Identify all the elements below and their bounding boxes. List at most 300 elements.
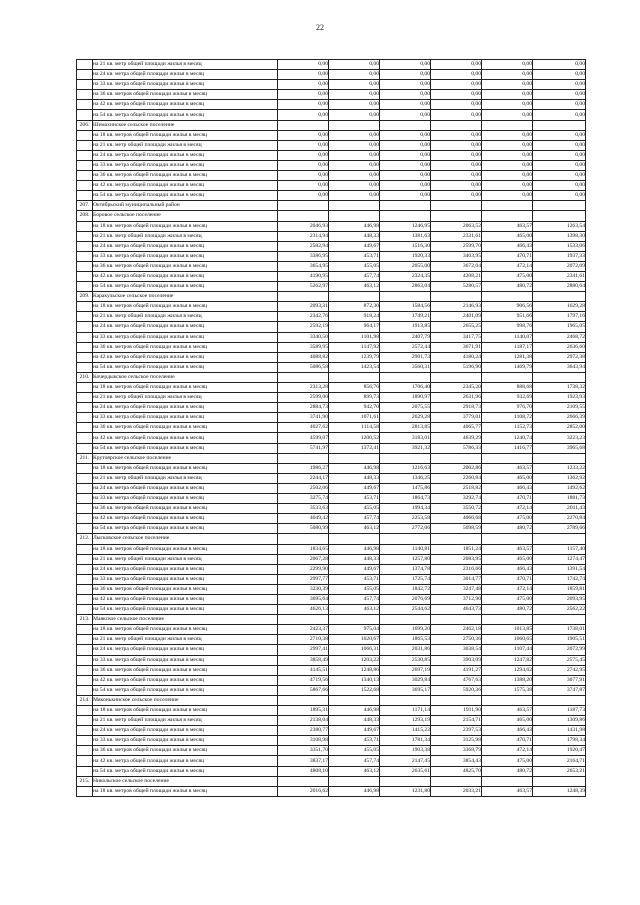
value-cell: 0,00 [431,130,482,140]
row-number [77,181,93,191]
row-number [77,544,93,554]
value-cell: 0,00 [533,181,586,191]
value-cell: 463,57 [482,463,533,473]
value-cell: 0,00 [380,110,431,120]
table-row [77,564,586,574]
value-cell: 1398,30 [533,231,586,241]
row-number [77,584,93,594]
row-number [77,90,93,100]
value-cell: 2697,19 [380,665,431,675]
norm-label: на 36 кв. метров общей площади жилья в месяц [93,423,278,433]
value-cell [278,120,329,130]
value-cell: 0,00 [329,191,380,201]
row-number [77,665,93,675]
value-cell: 1239,79 [329,352,380,362]
value-cell: 446,98 [329,221,380,231]
value-cell: 448,33 [329,231,380,241]
norm-label: на 18 кв. метров общей площади жилья в месяц [93,625,278,635]
row-number: 209. [77,292,93,302]
value-cell: 457,74 [329,594,380,604]
value-cell: 4767,63 [431,675,482,685]
value-cell: 3779,01 [431,413,482,423]
value-cell: 1522,68 [329,685,380,695]
value-cell: 2562,22 [533,605,586,615]
value-cell: 3837,17 [278,756,329,766]
value-cell: 2863,04 [380,282,431,292]
table-row [77,100,586,110]
norm-label: на 21 кв. метр общей площади жилья в месяц [93,473,278,483]
value-cell: 2407,79 [380,332,431,342]
value-cell: 1066,31 [329,645,380,655]
value-cell [482,776,533,786]
value-cell [278,776,329,786]
table-body [77,60,586,797]
row-number [77,251,93,261]
value-cell: 1738,32 [533,383,586,393]
table-row [77,594,586,604]
value-cell: 2046,93 [278,221,329,231]
norm-label: на 33 кв. метра общей площади жилья в месяц [93,574,278,584]
value-cell: 5196,90 [431,362,482,372]
value-cell: 0,00 [278,80,329,90]
table-row [77,584,586,594]
value-cell: 1913,85 [380,322,431,332]
value-cell: 3029,84 [380,675,431,685]
value-cell: 1391,54 [533,564,586,574]
value-cell: 0,00 [482,171,533,181]
table-row [77,756,586,766]
value-cell: 2314,94 [278,231,329,241]
value-cell: 2072,09 [533,261,586,271]
value-cell: 1533,06 [533,241,586,251]
value-cell: 4825,70 [431,766,482,776]
section-header-row [77,372,586,382]
value-cell: 5786,33 [431,443,482,453]
norm-label: на 24 кв. метра общей площади жилья в месяц [93,322,278,332]
value-cell: 455,05 [329,504,380,514]
value-cell: 5080,99 [278,524,329,534]
section-header-row [77,615,586,625]
table-row [77,655,586,665]
value-cell: 0,00 [482,160,533,170]
value-cell: 2750,36 [431,635,482,645]
value-cell: 1114,58 [329,423,380,433]
settlement-name: Лысковское сельское поселение [93,534,278,544]
value-cell: 0,00 [380,100,431,110]
value-cell: 0,00 [533,70,586,80]
value-cell: 3695,64 [278,594,329,604]
value-cell: 2502,06 [278,483,329,493]
row-number [77,393,93,403]
value-cell: 2631,96 [431,393,482,403]
value-cell: 3550,72 [431,504,482,514]
value-cell: 455,05 [329,584,380,594]
value-cell: 5098,59 [431,524,482,534]
value-cell: 463,57 [482,786,533,796]
value-cell: 2147,45 [380,756,431,766]
value-cell: 3125,98 [431,736,482,746]
value-cell: 0,00 [278,191,329,201]
value-cell [533,615,586,625]
row-number [77,191,93,201]
value-cell: 1905,51 [533,635,586,645]
value-cell: 0,00 [482,90,533,100]
value-cell: 3417,75 [431,332,482,342]
value-cell: 2629,28 [380,413,431,423]
value-cell: 3223,23 [533,433,586,443]
value-cell [482,695,533,705]
value-cell: 2401,09 [431,312,482,322]
value-cell: 1248,39 [533,786,586,796]
table-row [77,150,586,160]
table-row [77,726,586,736]
value-cell [278,201,329,211]
value-cell: 463,12 [329,282,380,292]
norm-label: на 33 кв. метра общей площади жилья в месяц [93,736,278,746]
row-number [77,554,93,564]
value-cell: 2530,85 [380,655,431,665]
row-number [77,524,93,534]
value-cell: 0,00 [533,110,586,120]
value-cell: 1584,56 [380,302,431,312]
row-number [77,494,93,504]
value-cell: 2154,71 [431,716,482,726]
row-number [77,564,93,574]
norm-label: на 21 кв. метр общей площади жилья в месяц [93,635,278,645]
row-number [77,473,93,483]
value-cell: 2083,95 [431,554,482,564]
value-cell: 3643,94 [533,362,586,372]
value-cell: 918,24 [329,312,380,322]
value-cell: 1492,62 [533,483,586,493]
value-cell: 2997,41 [278,645,329,655]
table-row [77,393,586,403]
value-cell: 1346,25 [380,473,431,483]
settlement-name: Никольское сельское поселение [93,776,278,786]
value-cell [329,211,380,221]
value-cell [482,120,533,130]
value-cell: 1020,67 [329,635,380,645]
value-cell: 470,71 [482,574,533,584]
value-cell: 0,00 [431,70,482,80]
value-cell: 472,14 [482,746,533,756]
norm-label: на 24 кв. метра общей площади жилья в месяц [93,150,278,160]
value-cell: 453,71 [329,251,380,261]
value-cell: 1859,81 [533,584,586,594]
value-cell: 3695,17 [380,685,431,695]
norm-label: на 24 кв. метра общей площади жилья в месяц [93,726,278,736]
value-cell: 1216,63 [380,463,431,473]
value-cell: 856,76 [329,383,380,393]
value-cell: 0,00 [533,171,586,181]
table-row [77,766,586,776]
row-number [77,312,93,322]
settlement-name: Крутоярское сельское поселение [93,453,278,463]
value-cell: 2075,55 [380,403,431,413]
value-cell: 3340,50 [278,332,329,342]
value-cell: 1340,13 [329,675,380,685]
value-cell: 1203,22 [329,655,380,665]
norm-label: на 24 кв. метра общей площади жилья в месяц [93,70,278,80]
value-cell: 0,00 [278,100,329,110]
value-cell: 2253,58 [380,514,431,524]
value-cell [278,534,329,544]
table-row [77,362,586,372]
row-number [77,433,93,443]
table-row [77,312,586,322]
row-number [77,160,93,170]
value-cell: 2076,69 [380,594,431,604]
section-header-row [77,120,586,130]
value-cell [482,372,533,382]
value-cell: 1293,19 [380,716,431,726]
value-cell: 3854,43 [431,756,482,766]
value-cell: 448,33 [329,716,380,726]
value-cell: 465,00 [482,473,533,483]
value-cell: 2342,76 [278,312,329,322]
value-cell [533,695,586,705]
norm-label: на 54 кв. метра общей площади жилья в месяц [93,685,278,695]
value-cell [329,695,380,705]
value-cell: 3108,98 [278,736,329,746]
table-row [77,706,586,716]
norm-label: на 18 кв. метров общей площади жилья в месяц [93,383,278,393]
value-cell: 1309,86 [533,716,586,726]
row-number: 215. [77,776,93,786]
table-row [77,221,586,231]
value-cell: 1274,47 [533,554,586,564]
value-cell: 3589,95 [278,342,329,352]
value-cell: 2544,62 [380,605,431,615]
value-cell: 465,00 [482,554,533,564]
row-number [77,483,93,493]
value-cell: 4208,21 [431,271,482,281]
table-row [77,716,586,726]
table-row [77,261,586,271]
value-cell [533,292,586,302]
value-cell [380,120,431,130]
value-cell: 0,00 [278,60,329,70]
value-cell: 951,66 [482,312,533,322]
value-cell: 2599,00 [278,393,329,403]
value-cell: 3247,48 [431,584,482,594]
value-cell: 3903,09 [431,655,482,665]
row-number: 210. [77,372,93,382]
value-cell: 0,00 [482,191,533,201]
value-cell: 1263,54 [533,221,586,231]
value-cell: 0,00 [533,140,586,150]
value-cell: 0,00 [329,60,380,70]
value-cell: 2313,28 [278,383,329,393]
value-cell: 2031,86 [380,645,431,655]
value-cell: 1294,62 [482,665,533,675]
value-cell: 0,00 [482,70,533,80]
value-cell: 1864,73 [380,494,431,504]
row-number [77,716,93,726]
value-cell: 446,98 [329,786,380,796]
value-cell [380,534,431,544]
value-cell: 932,69 [482,393,533,403]
norm-label: на 42 кв. метра общей площади жилья в месяц [93,271,278,281]
value-cell: 1101,98 [329,332,380,342]
value-cell: 480,72 [482,282,533,292]
value-cell: 5920,36 [431,685,482,695]
value-cell: 3351,70 [278,746,329,756]
value-cell: 0,00 [431,191,482,201]
table-row [77,332,586,342]
value-cell: 0,00 [278,140,329,150]
value-cell: 0,00 [278,160,329,170]
value-cell [329,453,380,463]
value-cell: 1233,22 [533,463,586,473]
value-cell: 2072,99 [533,645,586,655]
table-row [77,383,586,393]
settlement-name: Кочердыкское сельское поселение [93,372,278,382]
value-cell: 470,71 [482,736,533,746]
table-row [77,241,586,251]
row-number [77,655,93,665]
value-cell: 1994,34 [380,504,431,514]
value-cell [431,695,482,705]
value-cell: 0,00 [431,60,482,70]
norm-label: на 24 кв. метра общей площади жилья в месяц [93,403,278,413]
value-cell: 1986,27 [278,463,329,473]
value-cell: 2592,19 [278,322,329,332]
value-cell: 1257,80 [380,554,431,564]
value-cell: 2063,52 [431,221,482,231]
value-cell: 1152,73 [482,423,533,433]
value-cell: 1071,61 [329,413,380,423]
table-row [77,483,586,493]
table-row [77,342,586,352]
row-number [77,362,93,372]
norm-label: на 36 кв. метров общей площади жилья в месяц [93,665,278,675]
value-cell [380,453,431,463]
section-header-row [77,292,586,302]
value-cell: 4065,77 [431,423,482,433]
value-cell: 1881,73 [533,494,586,504]
row-number [77,706,93,716]
value-cell: 0,00 [431,140,482,150]
norm-label: на 18 кв. метров общей площади жилья в месяц [93,130,278,140]
row-number: 212. [77,534,93,544]
value-cell: 3077,91 [533,675,586,685]
norm-label: на 21 кв. метр общей площади жилья в месяц [93,312,278,322]
row-number [77,756,93,766]
value-cell: 463,12 [329,766,380,776]
value-cell: 4643,73 [431,605,482,615]
value-cell: 0,00 [482,130,533,140]
value-cell: 3560,31 [380,362,431,372]
value-cell [482,534,533,544]
value-cell: 942,70 [329,403,380,413]
table-row [77,574,586,584]
norm-label: на 54 кв. метра общей площади жилья в месяц [93,110,278,120]
value-cell [533,534,586,544]
value-cell: 1895,31 [278,706,329,716]
table-row [77,645,586,655]
row-number [77,80,93,90]
value-cell: 1575,38 [482,685,533,695]
value-cell: 975,04 [329,625,380,635]
row-number: 213. [77,615,93,625]
value-cell: 964,17 [329,322,380,332]
value-cell: 0,00 [380,150,431,160]
table-row [77,130,586,140]
table-row [77,746,586,756]
table-row [77,80,586,90]
table-row [77,504,586,514]
table-row [77,140,586,150]
value-cell [533,453,586,463]
norm-label: на 42 кв. метра общей площади жилья в месяц [93,514,278,524]
value-cell: 0,00 [329,130,380,140]
row-number [77,645,93,655]
value-cell: 2918,73 [431,403,482,413]
value-cell: 3965,68 [533,443,586,453]
value-cell: 0,00 [533,80,586,90]
value-cell [431,120,482,130]
value-cell [329,534,380,544]
table-row [77,302,586,312]
table-row [77,282,586,292]
value-cell [278,453,329,463]
value-cell [329,615,380,625]
value-cell: 3368,79 [431,746,482,756]
value-cell: 0,00 [380,160,431,170]
table-row [77,736,586,746]
row-number [77,514,93,524]
value-cell: 446,98 [329,544,380,554]
value-cell: 0,00 [431,90,482,100]
value-cell [431,615,482,625]
value-cell: 2380,77 [278,726,329,736]
value-cell: 2067,28 [278,554,329,564]
settlement-name: Каракульское сельское поселение [93,292,278,302]
value-cell [482,201,533,211]
value-cell: 1706,40 [380,383,431,393]
value-cell: 480,72 [482,524,533,534]
value-cell: 0,00 [329,90,380,100]
value-cell: 2341,61 [533,271,586,281]
norm-label: на 42 кв. метра общей площади жилья в месяц [93,756,278,766]
value-cell: 2572,44 [380,342,431,352]
value-cell: 1923,93 [533,393,586,403]
norm-label: на 18 кв. метров общей площади жилья в месяц [93,302,278,312]
norm-label: на 21 кв. метр общей площади жилья в месяц [93,393,278,403]
value-cell: 1372,41 [329,443,380,453]
table-row [77,70,586,80]
table-row [77,433,586,443]
value-cell: 2033,21 [431,786,482,796]
value-cell: 4049,42 [278,514,329,524]
value-cell: 2582,94 [278,241,329,251]
value-cell [533,372,586,382]
value-cell: 1247,82 [482,655,533,665]
value-cell [431,534,482,544]
settlement-name: Боровое сельское поселение [93,211,278,221]
value-cell: 0,00 [431,181,482,191]
value-cell: 0,00 [329,110,380,120]
value-cell: 2901,73 [380,352,431,362]
value-cell: 0,00 [329,181,380,191]
value-cell: 1781,34 [380,736,431,746]
value-cell [380,211,431,221]
norm-label: на 24 кв. метра общей площади жилья в месяц [93,483,278,493]
value-cell [533,211,586,221]
value-cell: 0,00 [380,130,431,140]
row-number [77,625,93,635]
